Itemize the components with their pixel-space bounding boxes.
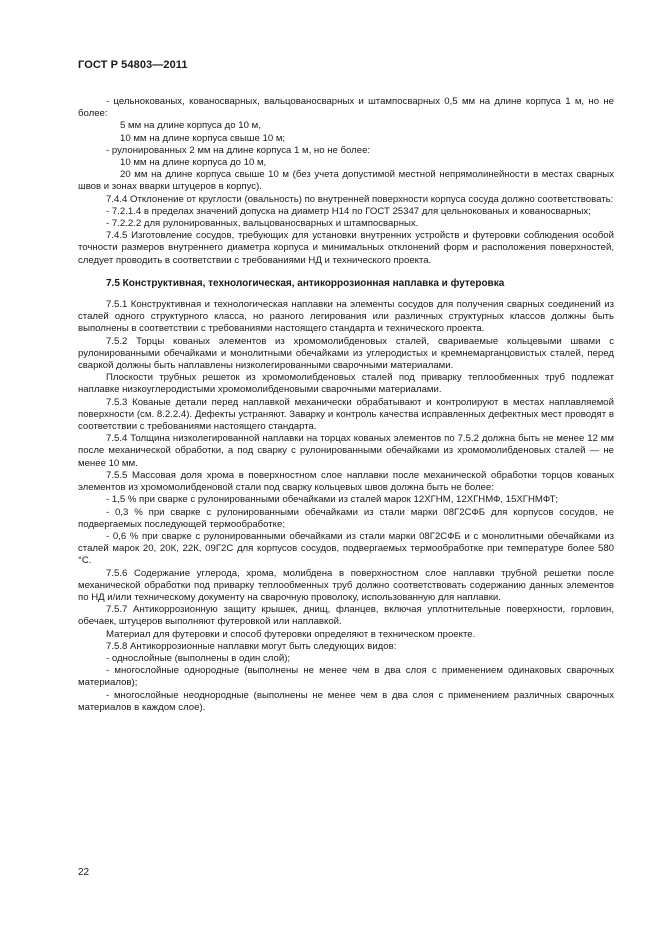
paragraph: - 0,3 % при сварке с рулонированными обечайками из стали марки 08Г2СФБ для корпусов сосудов, не подвергаемых последующей термообработке;: [78, 506, 614, 530]
paragraph: - рулонированных 2 мм на длине корпуса 1 м, но не более:: [106, 144, 371, 156]
paragraph: - однослойные (выполнены в один слой);: [106, 652, 291, 664]
paragraph: - многослойные однородные (выполнены не менее чем в два слоя с применением одинаковых сварочных материалов);: [78, 665, 614, 689]
paragraph: 7.5.5 Массовая доля хрома в поверхностном слое наплавки после механической обработки торцов кованых элементов из хромомолибденовой стали под сварку кольцевых швов должна быть не более:: [78, 469, 614, 494]
paragraph: 20 мм на длине корпуса свыше 10 м (без учета допустимой местной непрямолинейности в местах сварных швов и зонах вварки штуцеров в корпус).: [78, 169, 614, 193]
paragraph: 7.5.3 Кованые детали перед наплавкой механически обрабатывают и контролируют в местах наплавляемой поверхности (см. 8.2.2.4). Дефекты устраняют. Заварку и контроль качества исправленных дефектных мест проводят в соответствии с требованиями настоящего стандарта.: [78, 396, 614, 433]
paragraph: - 1,5 % при сварке с рулонированными обечайками из сталей марок 12ХГНМ, 12ХГНМФ, 15ХГНМФТ;: [106, 494, 559, 506]
paragraph: - 7.2.2.2 для рулонированных, вальцованосварных и штампосварных.: [106, 218, 419, 230]
document-header: ГОСТ Р 54803—2011: [78, 59, 188, 71]
paragraph: Материал для футеровки и способ футеровки определяют в техническом проекте.: [106, 628, 476, 640]
page-number: 22: [78, 867, 90, 878]
paragraph: 7.4.5 Изготовление сосудов, требующих для установки внутренних устройств и футеровки соблюдения особой точности размеров внутреннего диаметра корпуса и минимальных отклонений форм и расположения поверхностей, следует проводить в соответствии с требованиями НД и технического проекта.: [78, 230, 614, 266]
list-item: 10 мм на длине корпуса свыше 10 м;: [120, 132, 286, 144]
paragraph: 7.5.8 Антикоррозионные наплавки могут быть следующих видов:: [106, 640, 397, 652]
paragraph: 7.5.4 Толщина низколегированной наплавки на торцах кованых элементов по 7.5.2 должна быть не менее 12 мм после механической обработки, а под сварку с рулонированными обечайками из хромомолибденовых сталей — не менее 10 мм.: [78, 433, 614, 469]
paragraph: - 7.2.1.4 в пределах значений допуска на диаметр Н14 по ГОСТ 25347 для цельнокованых и кованосварных;: [106, 205, 591, 217]
paragraph: 7.5.6 Содержание углерода, хрома, молибдена в поверхностном слое наплавки трубной решетки после механической обработки под приварку теплообменных труб должно соответствовать содержанию данных элементов по НД и/или техническому документу на сварочную проволоку, использованную для наплавки.: [78, 567, 614, 603]
paragraph: - многослойные неоднородные (выполнены не менее чем в два слоя с применением различных сварочных материалов в каждом слое).: [78, 689, 614, 713]
section-heading: 7.5 Конструктивная, технологическая, антикоррозионная наплавка и футеровка: [106, 277, 505, 289]
paragraph: Плоскости трубных решеток из хромомолибденовых сталей под приварку теплообменных труб подлежат наплавке низкоуглеродистыми хромомолибденовыми сварочными материалами.: [78, 372, 614, 396]
paragraph: - 0,6 % при сварке с рулонированными обечайками из стали марки 08Г2СФБ и с монолитными обечайками из сталей марок 20, 20К, 22К, 09Г2С для корпусов сосудов, подвергаемых термообработке при температуре более 580 °С.: [78, 530, 614, 567]
list-item: 10 мм на длине корпуса до 10 м,: [120, 157, 267, 169]
paragraph: 7.5.2 Торцы кованых элементов из хромомолибденовых сталей, свариваемые кольцевыми швами с рулонированными обечайками и монолитными обечайками из углеродистых и кремнемарганцовистых сталей, перед сваркой должны быть наплавлены низколегированными сварочными материалами.: [78, 335, 614, 372]
paragraph: 7.5.7 Антикоррозионную защиту крышек, днищ, фланцев, включая уплотнительные поверхности, горловин, обечаек, штуцеров выполняют футеровкой или наплавкой.: [78, 604, 614, 628]
document-body: [78, 96, 614, 714]
paragraph: - цельнокованых, кованосварных, вальцованосварных и штампосварных 0,5 мм на длине корпуса 1 м, но не более:: [78, 96, 614, 120]
paragraph: 7.5.1 Конструктивная и технологическая наплавки на элементы сосудов для получения сварных соединений из сталей одного структурного класса, но разного легирования или различных структурных классов должны быть выполнены в соответствии с требованиями настоящего стандарта и технического проекта.: [78, 299, 614, 335]
paragraph: 7.4.4 Отклонение от круглости (овальность) по внутренней поверхности корпуса сосуда должно соответствовать:: [106, 193, 614, 205]
list-item: 5 мм на длине корпуса до 10 м,: [120, 120, 261, 132]
